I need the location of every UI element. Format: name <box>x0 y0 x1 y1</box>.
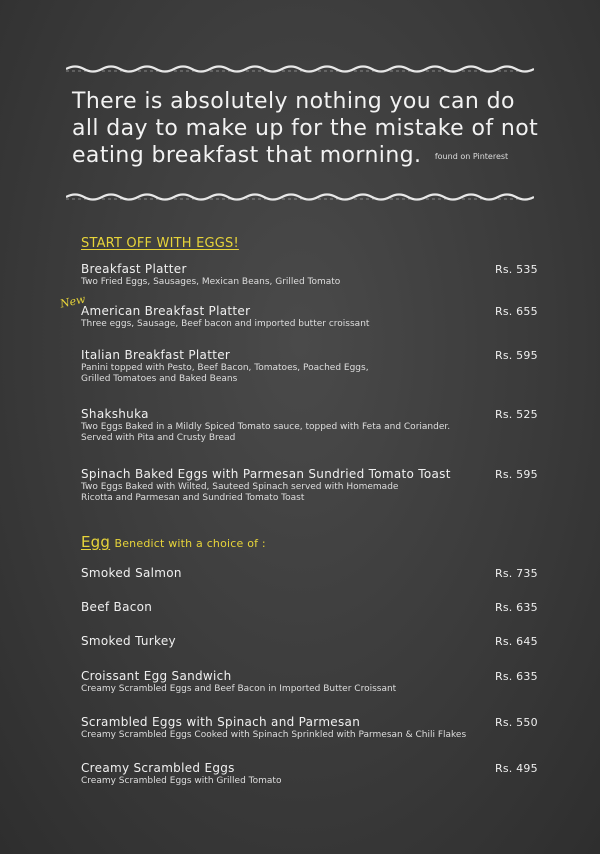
menu-item-creamy-scrambled-eggs <box>81 761 531 787</box>
item-price: Rs. 550 <box>495 716 538 729</box>
item-desc: Three eggs, Sausage, Beef bacon and imported butter croissant <box>81 319 370 329</box>
item-name: Beef Bacon <box>81 600 153 614</box>
item-name: American Breakfast Platter <box>81 304 251 318</box>
item-name: Spinach Baked Eggs with Parmesan Sundried Tomato Toast <box>81 467 451 481</box>
item-price: Rs. 595 <box>495 349 538 362</box>
item-price: Rs. 495 <box>495 762 538 775</box>
item-price: Rs. 535 <box>495 263 538 276</box>
item-desc: Creamy Scrambled Eggs and Beef Bacon in Imported Butter Croissant <box>81 684 397 694</box>
item-price: Rs. 635 <box>495 670 538 683</box>
item-price: Rs. 635 <box>495 601 538 614</box>
item-price: Rs. 735 <box>495 567 538 580</box>
menu-item-croissant-egg-sandwich <box>81 669 531 695</box>
item-desc: Creamy Scrambled Eggs Cooked with Spinach Sprinkled with Parmesan & Chili Flakes <box>81 730 467 740</box>
quote-block <box>72 88 542 170</box>
chalk-border-top <box>66 64 534 74</box>
item-price: Rs. 595 <box>495 468 538 481</box>
new-badge: New <box>58 292 87 311</box>
item-name: Scrambled Eggs with Spinach and Parmesan <box>81 715 361 729</box>
item-name: Shakshuka <box>81 407 149 421</box>
item-name: Smoked Salmon <box>81 566 182 580</box>
item-name: Creamy Scrambled Eggs <box>81 761 235 775</box>
menu-item-shakshuka <box>81 407 531 444</box>
menu-item-italian-breakfast-platter <box>81 348 531 385</box>
item-name: Croissant Egg Sandwich <box>81 669 232 683</box>
section-title-eggs: START OFF WITH EGGS! <box>81 236 239 251</box>
item-price: Rs. 525 <box>495 408 538 421</box>
chalk-border-bottom <box>66 192 534 202</box>
quote-text: There is absolutely nothing you can do all day to make up for the mistake of not eating breakfast that morning. <box>72 89 539 168</box>
menu-item-smoked-salmon <box>81 566 531 580</box>
item-desc: Two Eggs Baked in a Mildly Spiced Tomato sauce, topped with Feta and Coriander. Served with Pita and Crusty Bread <box>81 422 451 443</box>
item-name: Italian Breakfast Platter <box>81 348 231 362</box>
item-desc: Creamy Scrambled Eggs with Grilled Tomato <box>81 776 282 786</box>
section-title-benedict: Egg Benedict with a choice of : <box>81 533 266 551</box>
item-name: Smoked Turkey <box>81 634 176 648</box>
item-desc: Two Eggs Baked with Wilted, Sauteed Spinach served with Homemade Ricotta and Parmesan and Sundried Tomato Toast <box>81 482 399 503</box>
item-desc: Panini topped with Pesto, Beef Bacon, Tomatoes, Poached Eggs, Grilled Tomatoes and Baked Beans <box>81 363 369 384</box>
menu-item-american-breakfast-platter <box>81 304 531 330</box>
menu-item-smoked-turkey <box>81 634 531 648</box>
menu-item-scrambled-eggs-spinach <box>81 715 531 741</box>
menu-item-breakfast-platter <box>81 262 531 288</box>
quote-source: found on Pinterest <box>434 151 509 161</box>
item-name: Breakfast Platter <box>81 262 187 276</box>
item-price: Rs. 655 <box>495 305 538 318</box>
item-desc: Two Fried Eggs, Sausages, Mexican Beans, Grilled Tomato <box>81 277 341 287</box>
item-price: Rs. 645 <box>495 635 538 648</box>
menu-item-spinach-baked-eggs <box>81 467 531 504</box>
menu-item-beef-bacon <box>81 600 531 614</box>
